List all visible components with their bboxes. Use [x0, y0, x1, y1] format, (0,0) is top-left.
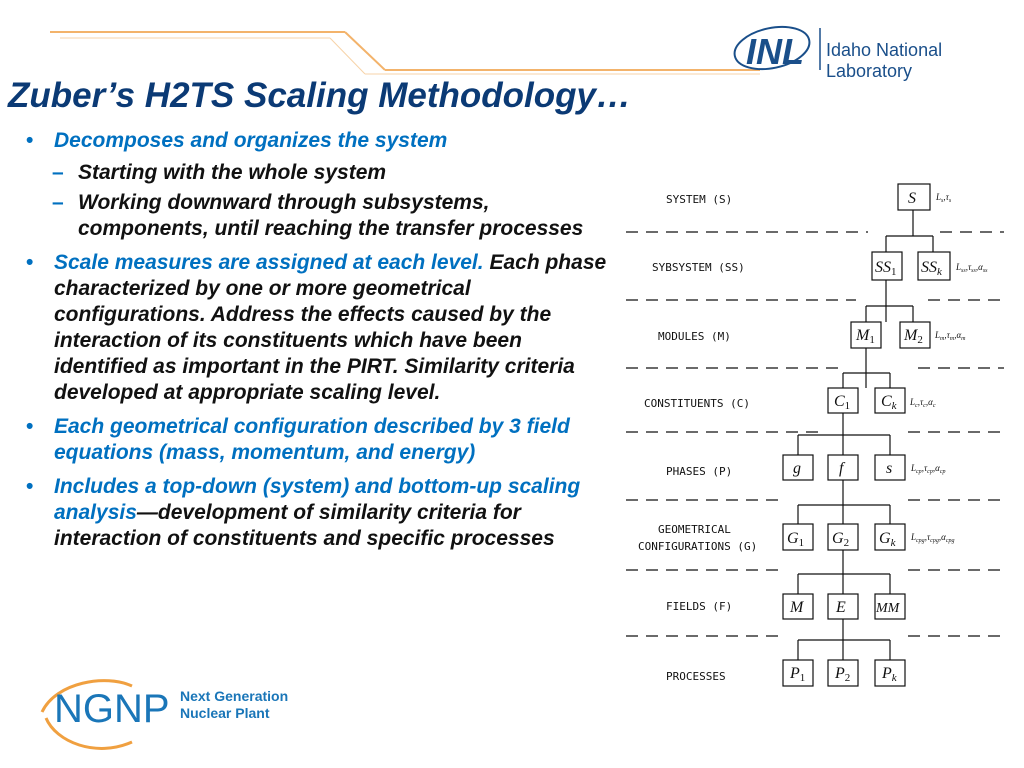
svg-text:G1	[787, 530, 804, 549]
box-phase-g: g	[793, 460, 801, 477]
inl-logo-text: Idaho National Laboratory	[826, 40, 943, 81]
svg-text:Pk	[881, 665, 898, 684]
level-label-phases: PHASES (P)	[666, 465, 733, 478]
box-m1-sub: 1	[869, 334, 875, 346]
box-m2: M	[904, 327, 918, 344]
level-label-constituents: CONSTITUENTS (C)	[644, 397, 750, 410]
bullet-text: Decomposes and organizes the system	[54, 129, 448, 152]
svg-text:Ck	[881, 393, 898, 412]
box-ck: C	[881, 393, 892, 410]
box-ck-sub: k	[891, 400, 897, 412]
box-gk-sub: k	[890, 537, 896, 549]
annotation-subsystem: $L_{ss},\tau_{ss},\alpha_{ss}$	[956, 262, 988, 274]
bullet-text: Each geometrical configuration described by 3 field equations (mass, momentum, and energy)	[54, 415, 570, 464]
annotation-phases: $L_{cp},\tau_{cp},\alpha_{cp}$	[911, 463, 946, 475]
box-ss1-sub: 1	[891, 266, 897, 278]
box-pk: P	[882, 665, 892, 682]
ngnp-logo-mark: NGNP	[54, 687, 170, 731]
box-ssk: SS	[921, 259, 937, 276]
ngnp-logo-line1: Next Generation	[180, 688, 289, 704]
level-label-system: SYSTEM (S)	[666, 193, 733, 206]
bullet-item	[26, 128, 616, 154]
ngnp-logo-line2: Nuclear Plant	[180, 705, 270, 721]
box-g2: G	[832, 530, 844, 547]
bullet-dot: •	[26, 129, 34, 152]
bullet-item	[26, 474, 616, 552]
sub-bullet-dash: –	[52, 161, 64, 184]
bullet-text: Each phase characterized by one or more geometrical configurations. Address the effects caused by the interaction of its constituents which have been identified as important in the PIRT. Similarity criteria developed at appropriate scaling level.	[54, 251, 607, 404]
level-label-subsystem: SYBSYSTEM (SS)	[652, 261, 745, 274]
box-c1: C	[834, 393, 845, 410]
box-pk-sub: k	[891, 672, 897, 684]
annotation-modules: $L_m,\tau_m,\alpha_m$	[935, 330, 966, 342]
level-label-fields: FIELDS (F)	[666, 600, 733, 613]
svg-text:M1	[855, 327, 875, 346]
annotation-system: $L_s,\tau_s$	[936, 192, 952, 204]
box-system: S	[908, 190, 916, 207]
bullet-dot: •	[26, 475, 34, 498]
box-c1-sub: 1	[844, 400, 851, 412]
box-field-m: M	[790, 599, 804, 616]
box-g1-sub: 1	[798, 537, 805, 549]
box-p1: P	[790, 665, 800, 682]
box-g2-sub: 2	[843, 537, 850, 549]
h2ts-hierarchy-diagram	[618, 160, 1014, 700]
box-ssk-sub: k	[937, 266, 942, 278]
bullet-dot: •	[26, 415, 34, 438]
sub-bullet-text: Starting with the whole system	[78, 161, 387, 184]
sub-bullet-item	[26, 190, 616, 242]
svg-text:M2	[903, 327, 923, 346]
box-p2-sub: 2	[844, 672, 851, 684]
svg-text:C1	[834, 393, 850, 412]
box-g1: G	[787, 530, 799, 547]
bullet-item	[26, 250, 616, 406]
level-label-configurations: CONFIGURATIONS (G)	[638, 540, 758, 553]
page-title: Zuber’s H2TS Scaling Methodology…	[8, 76, 631, 115]
box-field-e: E	[836, 599, 846, 616]
svg-text:P1	[789, 665, 805, 684]
box-p2: P	[835, 665, 845, 682]
ngnp-logo-text	[180, 688, 288, 722]
inl-logo-mark: INL	[746, 31, 804, 72]
sub-bullet-text: Working downward through subsystems, components, until reaching the transfer processes	[78, 191, 584, 240]
box-p1-sub: 1	[799, 672, 806, 684]
box-field-mm: MM	[876, 601, 900, 616]
sub-bullet-dash: –	[52, 191, 64, 214]
annotation-geometrical: $L_{cpg},\tau_{cpg},\alpha_{cpg}$	[911, 532, 955, 544]
level-label-geometrical: GEOMETRICAL	[658, 523, 731, 536]
svg-text:G2	[832, 530, 849, 549]
box-phase-s: s	[886, 460, 893, 477]
bullet-text: —development of similarity criteria for interaction of constituents and specific processes	[54, 501, 555, 550]
bullet-text-highlight: Scale measures are assigned at each level.	[54, 251, 484, 274]
box-m1: M	[856, 327, 870, 344]
svg-text:Gk	[879, 530, 897, 549]
svg-text:SSk	[921, 259, 943, 278]
box-phase-f: f	[839, 460, 844, 477]
bullet-item	[26, 414, 616, 466]
sub-bullet-item	[26, 160, 616, 186]
annotation-constituents: $L_c,\tau_c,\alpha_c$	[910, 397, 936, 409]
bullet-dot: •	[26, 251, 34, 274]
svg-text:P2	[834, 665, 850, 684]
level-label-processes: PROCESSES	[666, 670, 726, 683]
svg-text:SS1	[875, 259, 897, 278]
bullet-list	[26, 128, 616, 558]
bullet-text-highlight: Includes a top-down (system) and bottom-up scaling analysis	[54, 475, 581, 524]
box-ss1: SS	[875, 259, 891, 276]
box-gk: G	[879, 530, 891, 547]
level-label-modules: MODULES (M)	[658, 330, 731, 343]
box-m2-sub: 2	[917, 334, 923, 346]
